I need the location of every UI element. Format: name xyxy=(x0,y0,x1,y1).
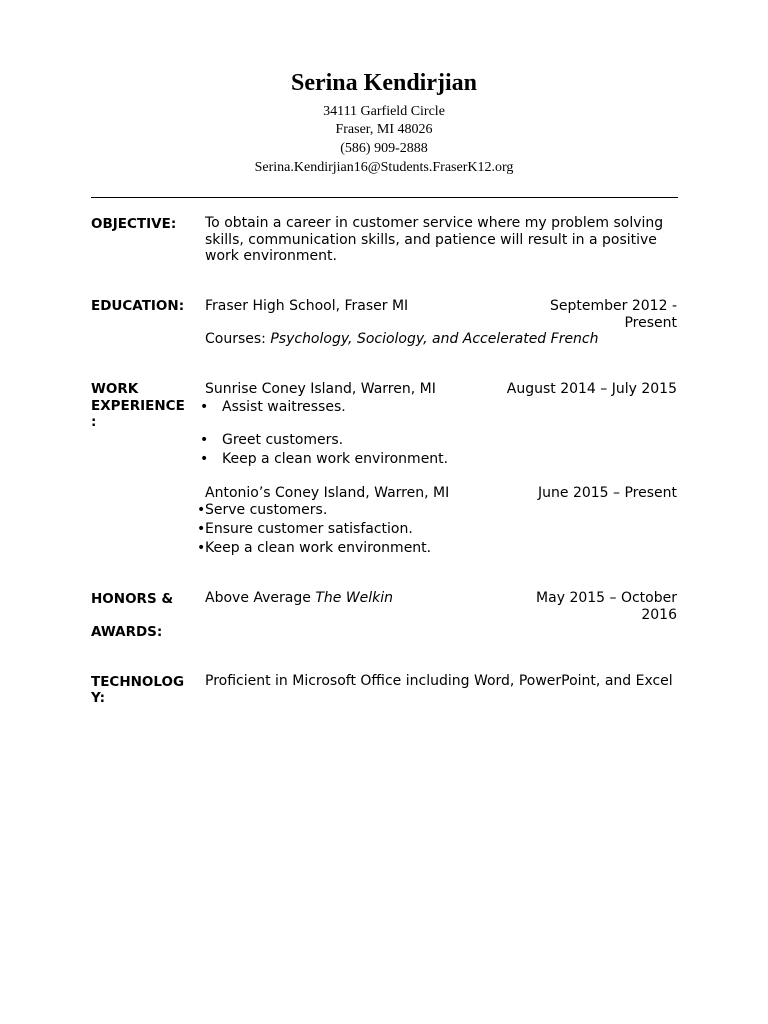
header-divider xyxy=(91,197,678,198)
job-2-employer: Antonio’s Coney Island, Warren, MI xyxy=(205,485,450,501)
job-2-duty-2: Ensure customer satisfaction. xyxy=(205,521,413,537)
work-label-line-3: : xyxy=(91,414,97,430)
honors-award xyxy=(205,590,393,606)
work-label-line-1: WORK xyxy=(91,381,139,397)
technology-label-line-2: Y: xyxy=(91,690,106,706)
phone-number: (586) 909-2888 xyxy=(340,141,428,156)
courses-list: Psychology, Sociology, and Accelerated French xyxy=(270,331,599,347)
education-courses xyxy=(205,331,599,347)
job-2-duty-1: Serve customers. xyxy=(205,502,328,518)
technology-label-line-1: TECHNOLOG xyxy=(91,674,185,690)
honors-dates-line-1: May 2015 – October xyxy=(536,590,677,606)
courses-prefix: Courses: xyxy=(205,331,271,347)
honors-label-line-2: AWARDS: xyxy=(91,624,163,640)
job-2-duty-3: Keep a clean work environment. xyxy=(205,540,432,556)
address-line-2: Fraser, MI 48026 xyxy=(335,122,433,137)
bullet-icon: • xyxy=(197,521,206,537)
job-1-duty-1: Assist waitresses. xyxy=(222,399,346,415)
job-1-duty-3: Keep a clean work environment. xyxy=(222,451,449,467)
job-1-dates: August 2014 – July 2015 xyxy=(506,381,677,397)
address-line-1: 34111 Garfield Circle xyxy=(323,104,445,119)
email-address: Serina.Kendirjian16@Students.FraserK12.org xyxy=(254,160,514,175)
bullet-icon: • xyxy=(200,432,209,448)
award-title: The Welkin xyxy=(315,590,394,606)
objective-line-1: To obtain a career in customer service where my problem solving xyxy=(205,215,664,231)
award-prefix: Above Average xyxy=(205,590,316,606)
bullet-icon: • xyxy=(197,540,206,556)
honors-label-line-1: HONORS & xyxy=(91,591,174,607)
job-1-duty-2: Greet customers. xyxy=(222,432,344,448)
education-label: EDUCATION: xyxy=(91,298,185,314)
objective-line-2: skills, communication skills, and patience will result in a positive xyxy=(205,232,657,248)
job-1-employer: Sunrise Coney Island, Warren, MI xyxy=(205,381,436,397)
resume-name: Serina Kendirjian xyxy=(290,70,477,96)
job-2-dates: June 2015 – Present xyxy=(538,485,677,501)
education-school: Fraser High School, Fraser MI xyxy=(205,298,409,314)
objective-label: OBJECTIVE: xyxy=(91,216,177,232)
honors-dates-line-2: 2016 xyxy=(641,607,677,623)
work-label-line-2: EXPERIENCE xyxy=(91,398,185,414)
bullet-icon: • xyxy=(200,399,209,415)
technology-text: Proficient in Microsoft Office including Word, PowerPoint, and Excel xyxy=(205,673,673,689)
bullet-icon: • xyxy=(197,502,206,518)
education-dates-line-1: September 2012 - xyxy=(550,298,677,314)
bullet-icon: • xyxy=(200,451,209,467)
education-dates-line-2: Present xyxy=(624,315,677,331)
objective-line-3: work environment. xyxy=(205,248,337,264)
